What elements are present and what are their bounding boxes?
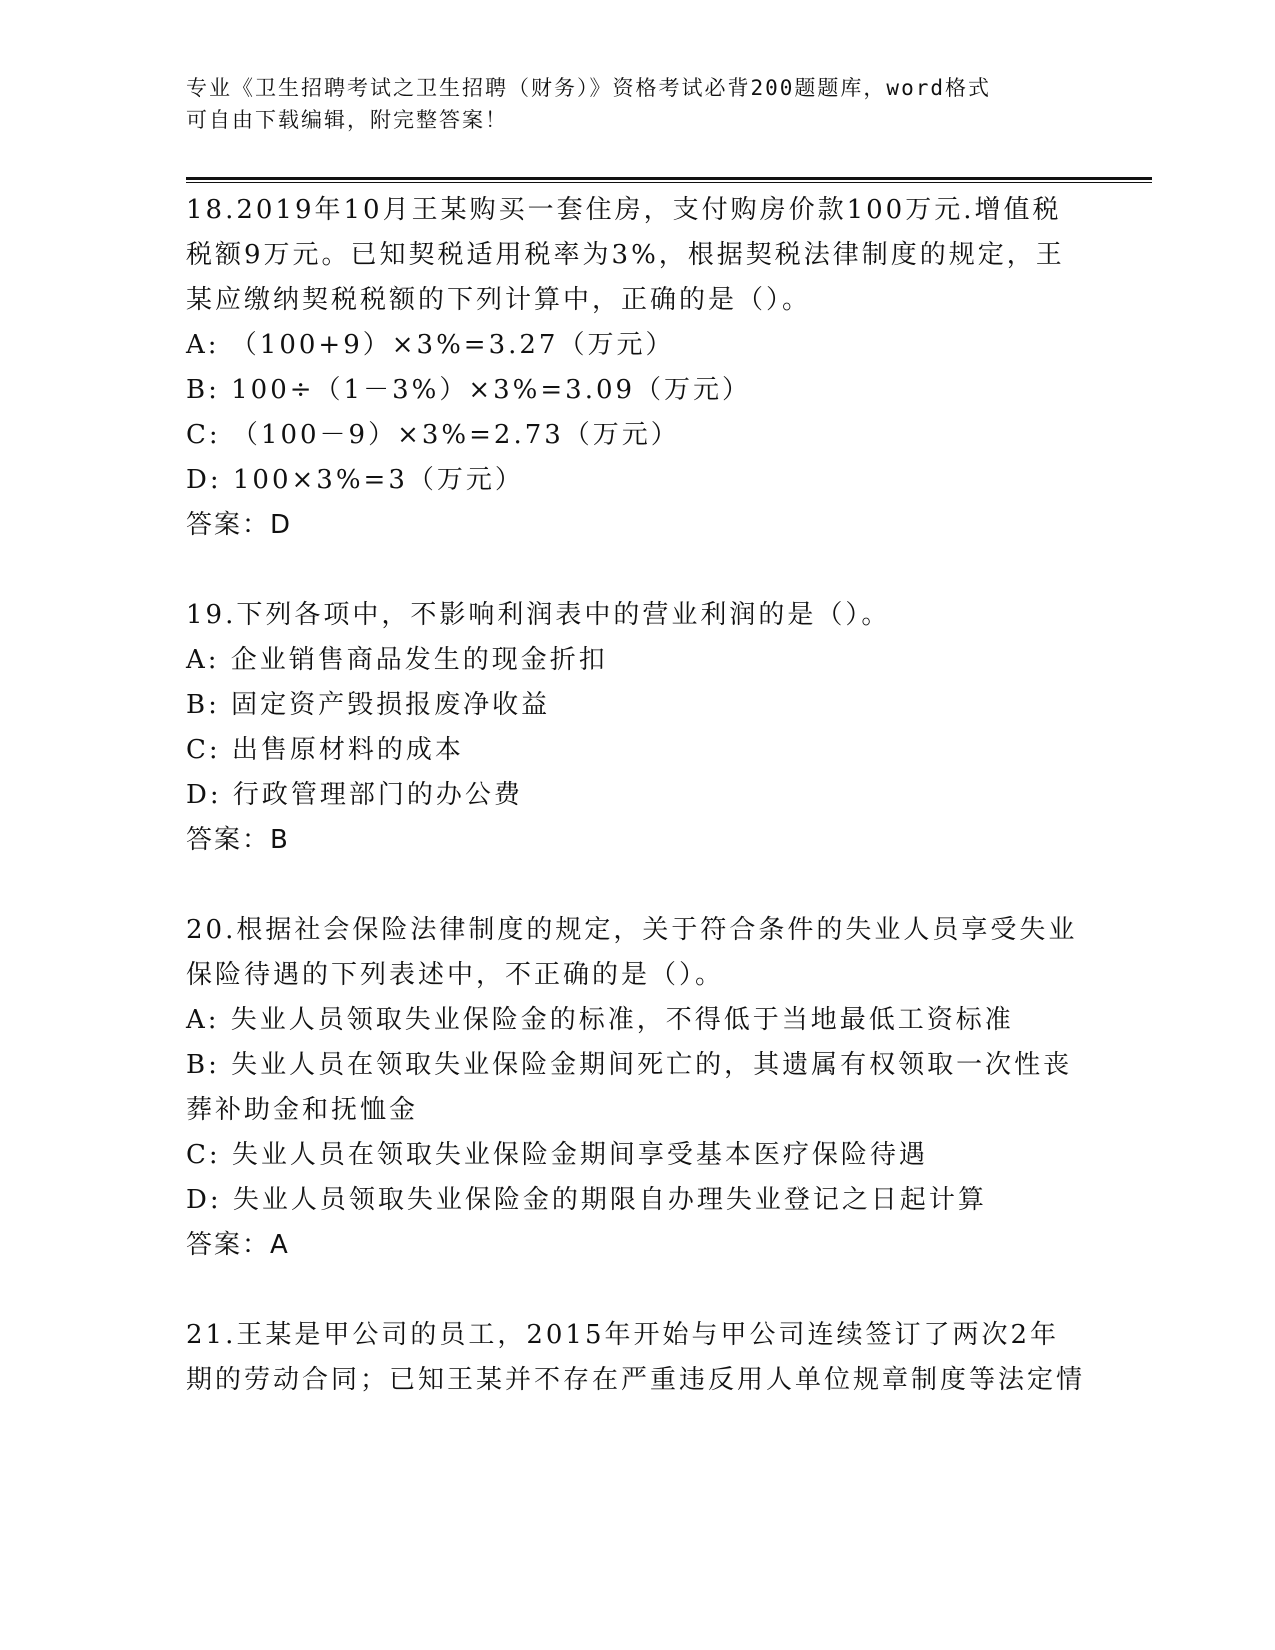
- question-list: [186, 188, 1086, 1448]
- option-a: A: 企业销售商品发生的现金折扣: [186, 645, 608, 675]
- option-b: B: 100÷（1－3%）×3%=3.09（万元）: [186, 375, 752, 405]
- question-text: 19.下列各项中，不影响利润表中的营业利润的是（）。: [186, 600, 891, 630]
- option-c: C: 出售原材料的成本: [186, 735, 464, 765]
- option-c: C: 失业人员在领取失业保险金期间享受基本医疗保险待遇: [186, 1140, 928, 1170]
- header-line-2: 可自由下载编辑，附完整答案！: [186, 108, 508, 132]
- question-18: [186, 188, 1086, 548]
- option-d: D: 行政管理部门的办公费: [186, 780, 523, 810]
- option-b: B: 失业人员在领取失业保险金期间死亡的，其遗属有权领取一次性丧葬补助金和抚恤金: [186, 1050, 1073, 1125]
- answer: 答案：D: [186, 510, 293, 540]
- header-rule-thin: [186, 182, 1152, 183]
- header-line-1: 专业《卫生招聘考试之卫生招聘（财务）》资格考试必背200题题库，word格式: [186, 76, 991, 100]
- answer: 答案：A: [186, 1230, 290, 1260]
- option-a: A: 失业人员领取失业保险金的标准，不得低于当地最低工资标准: [186, 1005, 1014, 1035]
- option-a: A: （100+9）×3%=3.27（万元）: [186, 330, 675, 360]
- document-header: [186, 72, 1086, 136]
- answer: 答案：B: [186, 825, 290, 855]
- header-rule-thick: [186, 177, 1152, 180]
- option-b: B: 固定资产毁损报废净收益: [186, 690, 551, 720]
- option-d: D: 100×3%=3（万元）: [186, 465, 524, 495]
- question-19: [186, 593, 1086, 863]
- option-d: D: 失业人员领取失业保险金的期限自办理失业登记之日起计算: [186, 1185, 987, 1215]
- question-text: 18.2019年10月王某购买一套住房，支付购房价款100万元.增值税税额9万元。已知契税适用税率为3%，根据契税法律制度的规定，王某应缴纳契税税额的下列计算中，正确的是（）。: [186, 195, 1065, 315]
- question-20: [186, 908, 1086, 1268]
- question-21: [186, 1313, 1086, 1403]
- question-text: 21.王某是甲公司的员工，2015年开始与甲公司连续签订了两次2年期的劳动合同；已知王某并不存在严重违反用人单位规章制度等法定情: [186, 1320, 1086, 1395]
- question-text: 20.根据社会保险法律制度的规定，关于符合条件的失业人员享受失业保险待遇的下列表述中，不正确的是（）。: [186, 915, 1078, 990]
- option-c: C: （100－9）×3%=2.73（万元）: [186, 420, 680, 450]
